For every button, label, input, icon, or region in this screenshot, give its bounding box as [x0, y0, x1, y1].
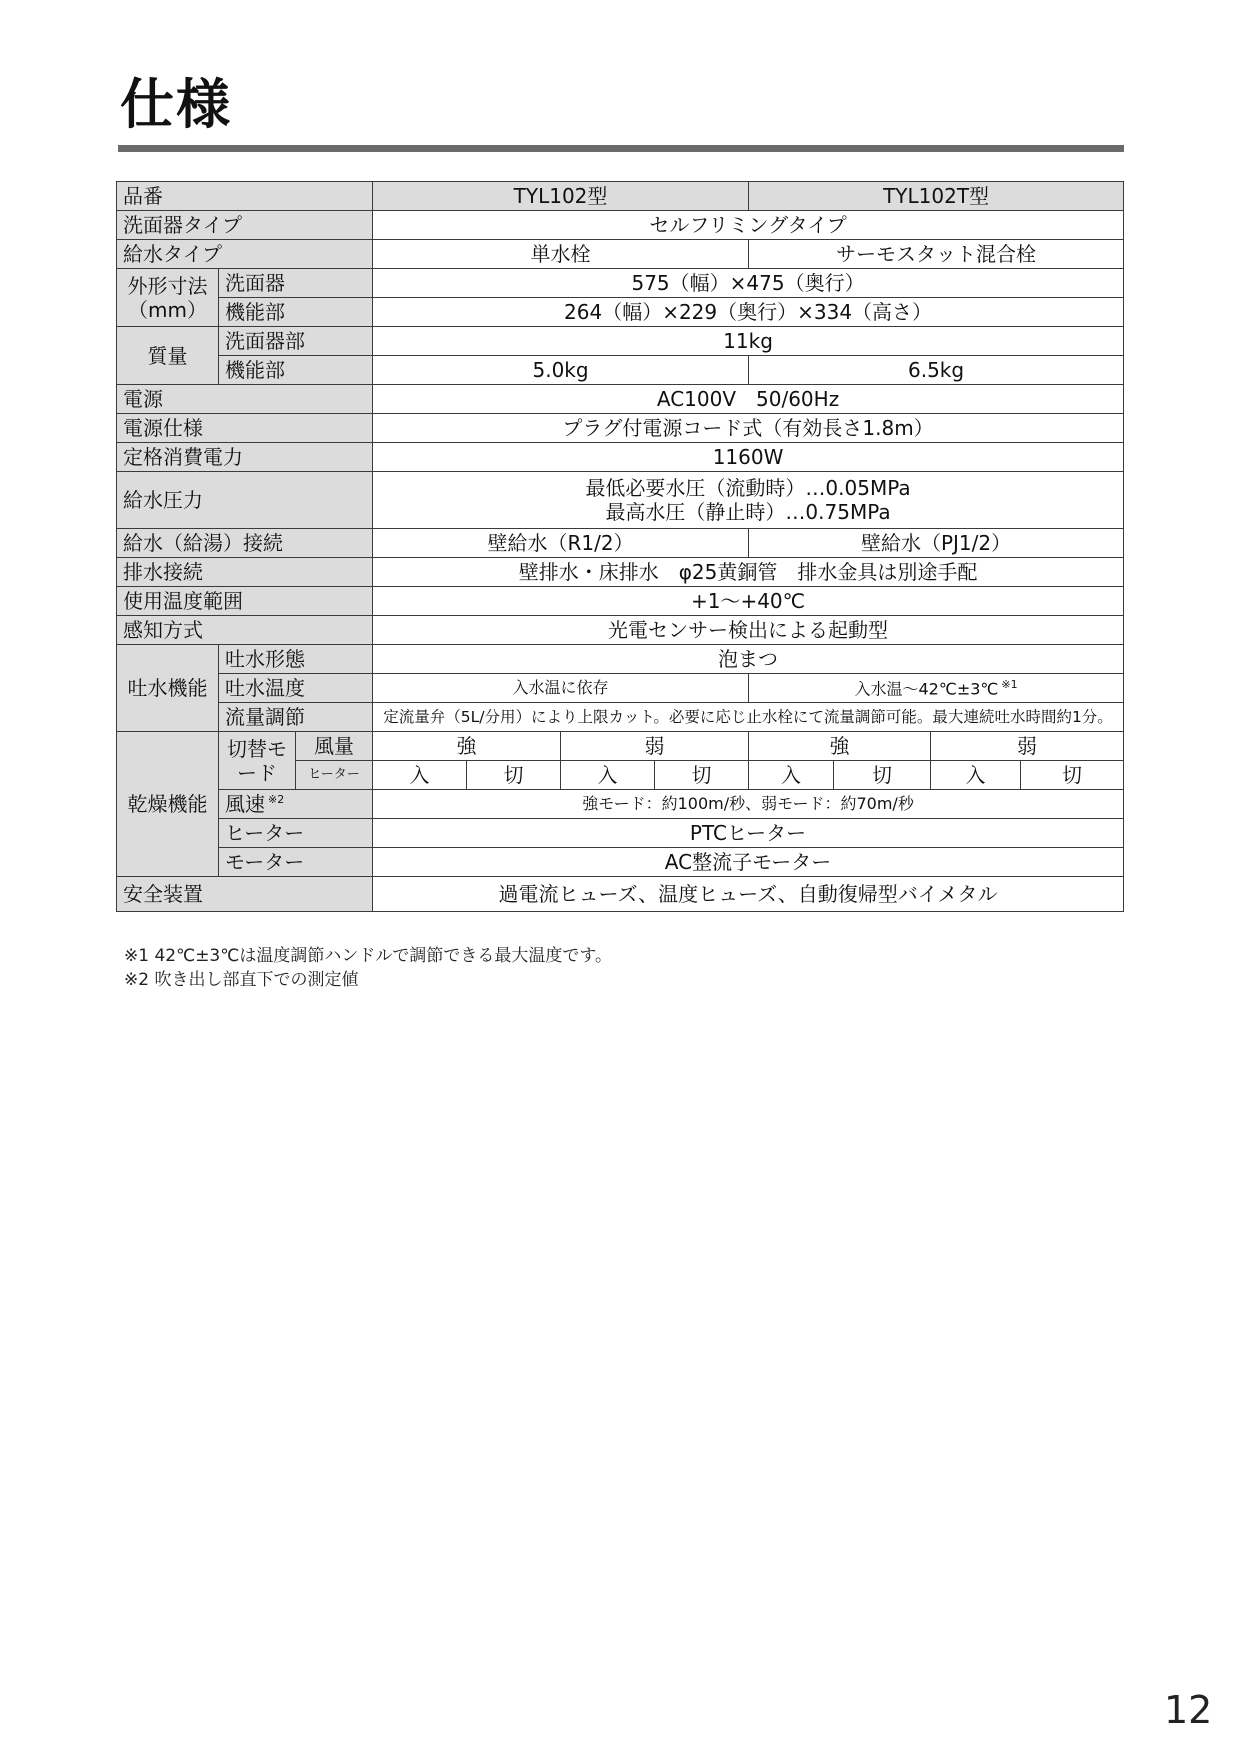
table-row	[117, 385, 1124, 414]
pressure-line: 最低必要水圧（流動時）…0.05MPa	[585, 476, 911, 500]
table-row	[117, 240, 1124, 269]
heater-cell: 切	[834, 761, 931, 790]
value-cell: 5.0kg	[373, 356, 749, 385]
group-label	[117, 269, 219, 327]
table-row	[117, 790, 1124, 819]
value-cell: 11kg	[373, 327, 1124, 356]
value-cell	[373, 472, 1124, 529]
sub-label: ヒーター	[296, 761, 373, 790]
sub-label: 吐水温度	[219, 674, 373, 703]
table-row	[117, 558, 1124, 587]
value-cell: 575（幅）×475（奥行）	[373, 269, 1124, 298]
value-cell: セルフリミングタイプ	[373, 211, 1124, 240]
table-row	[117, 703, 1124, 732]
note-mark: ※1	[1001, 677, 1018, 691]
table-row	[117, 298, 1124, 327]
heater-cell: 入	[931, 761, 1021, 790]
table-row	[117, 182, 1124, 211]
sub-label	[219, 790, 373, 819]
speed-label: 風速	[225, 792, 265, 816]
fan-cell: 強	[373, 732, 561, 761]
table-row	[117, 587, 1124, 616]
unit-label: （mm）	[128, 297, 207, 322]
heater-cell: 入	[561, 761, 655, 790]
heater-cell: 入	[373, 761, 467, 790]
sub-label: 洗面器	[219, 269, 373, 298]
model-cell: TYL102型	[373, 182, 749, 211]
sub-label: 切替モード	[219, 732, 296, 790]
table-row	[117, 848, 1124, 877]
table-row	[117, 732, 1124, 761]
table-row	[117, 645, 1124, 674]
value-cell: 光電センサー検出による起動型	[373, 616, 1124, 645]
value-cell: 1160W	[373, 443, 1124, 472]
page-number: 12	[1164, 1688, 1213, 1732]
temp-value: 入水温～42℃±3℃	[854, 679, 999, 699]
spec-table	[116, 181, 1124, 912]
value-cell	[749, 674, 1124, 703]
model-cell: TYL102T型	[749, 182, 1124, 211]
value-cell: 6.5kg	[749, 356, 1124, 385]
value-cell: サーモスタット混合栓	[749, 240, 1124, 269]
heater-cell: 切	[467, 761, 561, 790]
group-label-text: 外形寸法	[127, 273, 208, 298]
footnote: ※1 42℃±3℃は温度調節ハンドルで調節できる最大温度です。	[124, 946, 612, 966]
value-cell: 壁排水・床排水 φ25黄銅管 排水金具は別途手配	[373, 558, 1124, 587]
row-label: 感知方式	[117, 616, 373, 645]
row-label	[117, 182, 373, 211]
group-label: 吐水機能	[117, 645, 219, 732]
table-row	[117, 819, 1124, 848]
row-label: 洗面器タイプ	[117, 211, 373, 240]
row-label: 安全装置	[117, 877, 373, 912]
fan-cell: 弱	[931, 732, 1124, 761]
table-row	[117, 356, 1124, 385]
value-cell: プラグ付電源コード式（有効長さ1.8m）	[373, 414, 1124, 443]
sub-label: ヒーター	[219, 819, 373, 848]
value-cell: 強モード：約100m/秒、弱モード：約70m/秒	[373, 790, 1124, 819]
fan-cell: 強	[749, 732, 931, 761]
value-cell: 壁給水（R1/2）	[373, 529, 749, 558]
table-row	[117, 211, 1124, 240]
table-row	[117, 472, 1124, 529]
fan-cell: 弱	[561, 732, 749, 761]
sub-label: 流量調節	[219, 703, 373, 732]
table-row	[117, 414, 1124, 443]
row-label-text: 品番	[123, 184, 163, 208]
heater-cell: 入	[749, 761, 834, 790]
heater-cell: 切	[655, 761, 749, 790]
table-row	[117, 327, 1124, 356]
sub-label: 洗面器部	[219, 327, 373, 356]
value-cell: AC整流子モーター	[373, 848, 1124, 877]
group-label: 質量	[117, 327, 219, 385]
table-row	[117, 529, 1124, 558]
footnote: ※2 吹き出し部直下での測定値	[124, 970, 359, 990]
row-label: 定格消費電力	[117, 443, 373, 472]
value-cell: 264（幅）×229（奥行）×334（高さ）	[373, 298, 1124, 327]
footnotes	[124, 944, 612, 992]
table-row	[117, 877, 1124, 912]
value-cell: 定流量弁（5L/分用）により上限カット。必要に応じ止水栓にて流量調節可能。最大連続吐水時間約1分。	[373, 703, 1124, 732]
table-row	[117, 269, 1124, 298]
value-cell: 泡まつ	[373, 645, 1124, 674]
table-row	[117, 443, 1124, 472]
value-cell: +1～+40℃	[373, 587, 1124, 616]
table-row	[117, 616, 1124, 645]
table-row	[117, 674, 1124, 703]
value-cell: 単水栓	[373, 240, 749, 269]
row-label: 電源	[117, 385, 373, 414]
value-cell: 壁給水（PJ1/2）	[749, 529, 1124, 558]
sub-label: モーター	[219, 848, 373, 877]
value-cell: 入水温に依存	[373, 674, 749, 703]
sub-label: 機能部	[219, 298, 373, 327]
sub-label: 風量	[296, 732, 373, 761]
note-mark: ※2	[268, 793, 285, 807]
row-label: 給水タイプ	[117, 240, 373, 269]
row-label: 給水圧力	[117, 472, 373, 529]
row-label: 排水接続	[117, 558, 373, 587]
pressure-line: 最高水圧（静止時）…0.75MPa	[605, 500, 891, 524]
value-cell: PTCヒーター	[373, 819, 1124, 848]
value-cell: 過電流ヒューズ、温度ヒューズ、自動復帰型バイメタル	[373, 877, 1124, 912]
group-label: 乾燥機能	[117, 732, 219, 877]
value-cell: AC100V 50/60Hz	[373, 385, 1124, 414]
heater-cell: 切	[1021, 761, 1124, 790]
sub-label: 機能部	[219, 356, 373, 385]
page-title: 仕様	[120, 73, 232, 136]
row-label: 使用温度範囲	[117, 587, 373, 616]
row-label: 給水（給湯）接続	[117, 529, 373, 558]
row-label: 電源仕様	[117, 414, 373, 443]
sub-label: 吐水形態	[219, 645, 373, 674]
title-underline	[118, 145, 1124, 152]
